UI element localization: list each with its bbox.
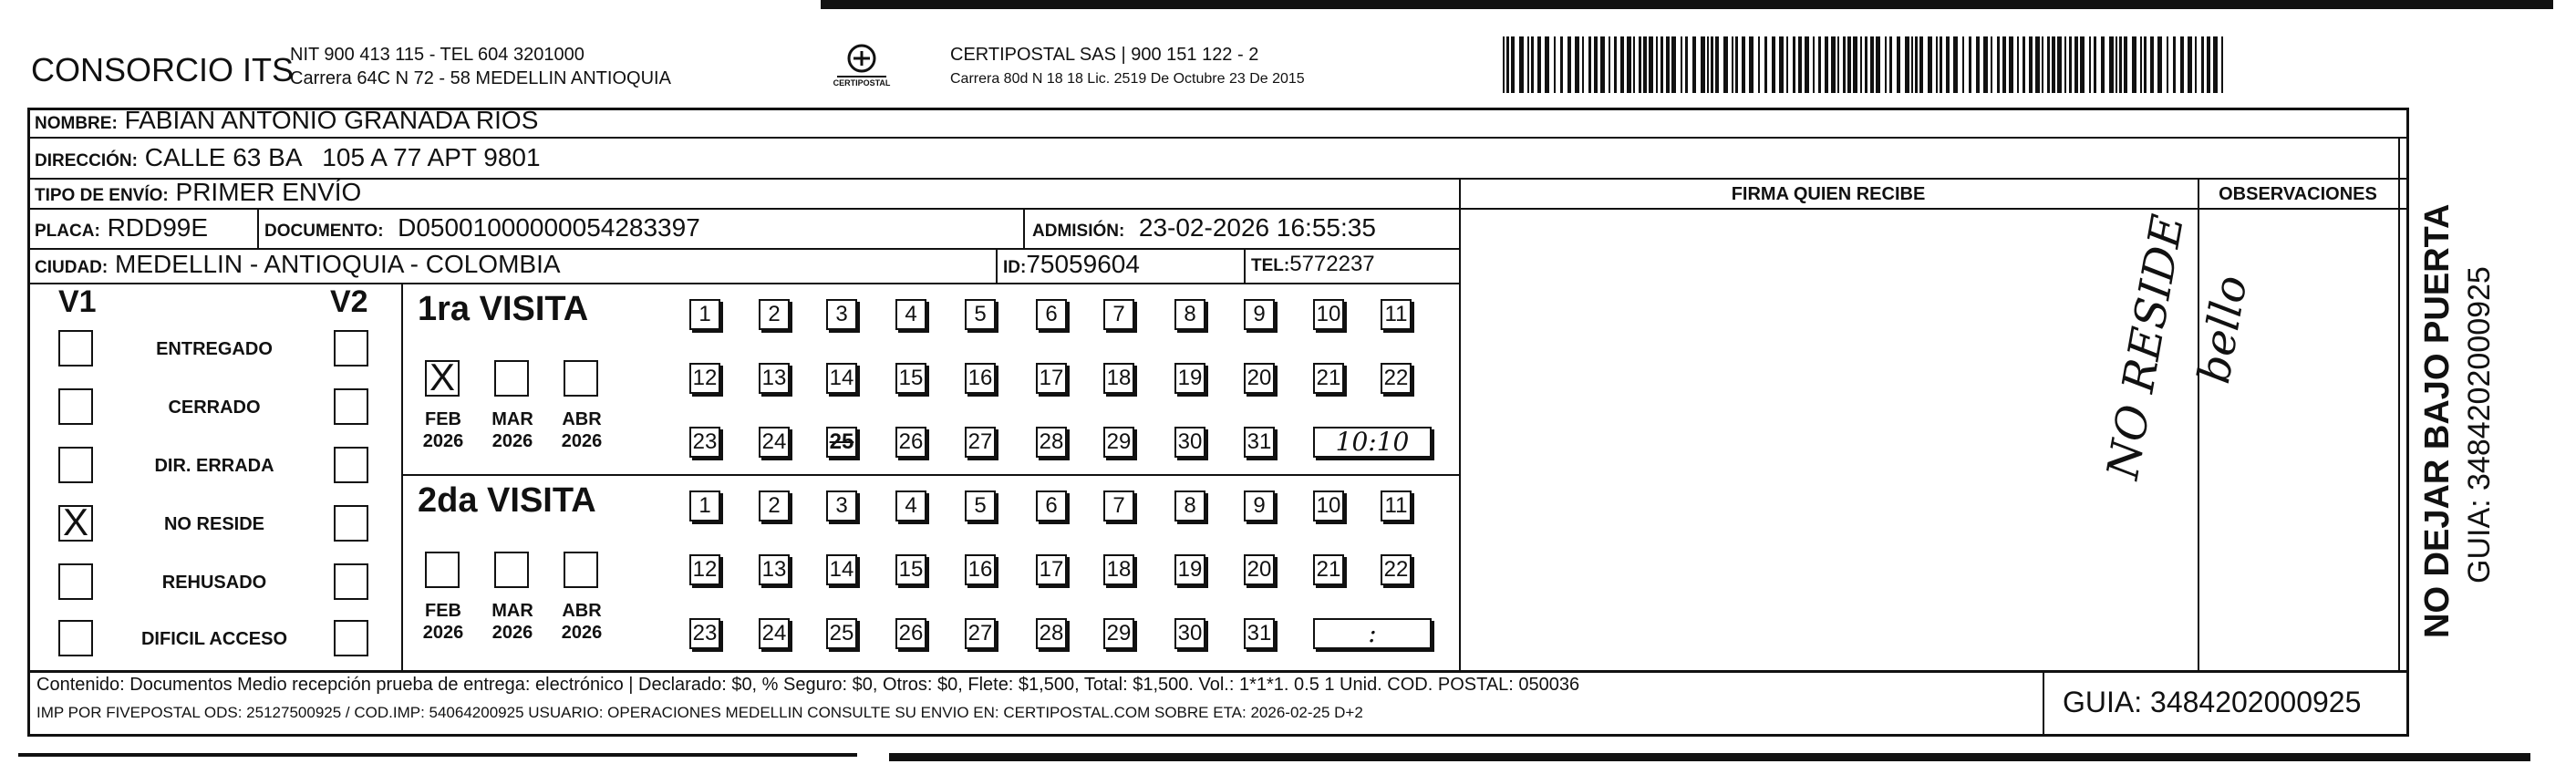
day-box[interactable]: 13: [759, 363, 790, 394]
admision-value: 23-02-2026 16:55:35: [1138, 213, 1376, 242]
day-box[interactable]: 3: [826, 490, 857, 521]
barcode-bar: [1813, 36, 1815, 93]
day-box[interactable]: 4: [895, 299, 926, 330]
admision-label: ADMISIÓN:: [1032, 222, 1125, 241]
day-box[interactable]: 25: [826, 618, 857, 649]
status-label: DIR. ERRADA: [154, 456, 274, 476]
barcode-bar: [1707, 36, 1709, 93]
month-year: 2026: [561, 431, 603, 451]
id-field: [1003, 250, 1140, 279]
status-v1-checkbox[interactable]: X: [58, 505, 93, 542]
barcode-bar: [2009, 36, 2013, 93]
status-label: ENTREGADO: [156, 339, 273, 359]
day-box[interactable]: 25: [826, 427, 857, 458]
barcode-bar: [1649, 36, 1653, 93]
day-box[interactable]: 2: [759, 299, 790, 330]
status-v1-checkbox[interactable]: [58, 563, 93, 600]
nombre-label: NOMBRE:: [35, 114, 118, 133]
day-box[interactable]: 13: [759, 554, 790, 585]
v1-header: V1: [58, 284, 97, 319]
nombre-value: FABIAN ANTONIO GRANADA RIOS: [124, 106, 539, 134]
day-box[interactable]: 5: [965, 490, 996, 521]
side-guia: GUIA: 3484202000925: [2462, 266, 2497, 583]
barcode-bar: [2140, 36, 2142, 93]
day-box[interactable]: 9: [1244, 299, 1275, 330]
barcode-bar: [1588, 36, 1591, 93]
day-box[interactable]: 9: [1244, 490, 1275, 521]
barcode-bar: [1919, 36, 1923, 93]
barcode-bar: [1503, 36, 1505, 93]
barcode-bar: [2035, 36, 2040, 93]
barcode-bar: [2101, 36, 2105, 93]
barcode-bar: [1991, 36, 1992, 93]
barcode-bar: [1685, 36, 1688, 93]
barcode-bar: [2017, 36, 2019, 93]
barcode-bar: [1905, 36, 1909, 93]
tel-value: 5772237: [1289, 252, 1375, 276]
day-box[interactable]: 28: [1036, 427, 1067, 458]
tel-field: [1251, 252, 1375, 277]
barcode-bar: [1847, 36, 1851, 93]
col-divider: [2398, 137, 2400, 673]
day-box[interactable]: 19: [1174, 554, 1205, 585]
month-label: [556, 408, 607, 452]
day-box[interactable]: 16: [965, 554, 996, 585]
no-dejar-bajo-puerta: NO DEJAR BAJO PUERTA: [2418, 203, 2457, 638]
day-box[interactable]: 29: [1103, 618, 1134, 649]
month-name: ABR: [562, 409, 602, 429]
day-box[interactable]: 4: [895, 490, 926, 521]
barcode-bar: [1614, 36, 1617, 93]
day-box[interactable]: 31: [1244, 618, 1275, 649]
barcode-bar: [1843, 36, 1846, 93]
day-box[interactable]: 12: [689, 363, 720, 394]
day-box[interactable]: 31: [1244, 427, 1275, 458]
day-box[interactable]: 8: [1174, 490, 1205, 521]
day-box[interactable]: 15: [895, 363, 926, 394]
observaciones-header: OBSERVACIONES: [2219, 184, 2377, 204]
barcode-bar: [2080, 36, 2085, 93]
barcode-bar: [2116, 36, 2117, 93]
day-box[interactable]: 11: [1381, 490, 1412, 521]
barcode-bar: [1915, 36, 1918, 93]
visit-time-box[interactable]: 10:10: [1313, 427, 1432, 458]
barcode-bar: [2150, 36, 2154, 93]
barcode-bar: [1735, 36, 1738, 93]
status-label: NO RESIDE: [163, 514, 265, 534]
col-divider: [1459, 178, 1461, 673]
documento-label: DOCUMENTO:: [264, 222, 384, 241]
barcode-bar: [1976, 36, 1980, 93]
barcode-bar: [1940, 36, 1942, 93]
barcode-bar: [1723, 36, 1728, 93]
barcode-bar: [2207, 36, 2210, 93]
barcode-bar: [1666, 36, 1670, 93]
month-checkbox[interactable]: [494, 360, 529, 397]
ciudad-field: [35, 250, 561, 279]
day-box[interactable]: 6: [1036, 299, 1067, 330]
barcode-bar: [1656, 36, 1658, 93]
barcode-bar: [1936, 36, 1938, 93]
barcode-bar: [1643, 36, 1647, 93]
barcode-bar: [1660, 36, 1663, 93]
status-v2-checkbox[interactable]: [334, 388, 368, 425]
placa-field: [35, 213, 208, 243]
day-box[interactable]: 1: [689, 299, 720, 330]
company-nit: NIT 900 413 115 - TEL 604 3201000: [290, 45, 585, 65]
barcode-bar: [1506, 36, 1509, 93]
day-box[interactable]: 19: [1174, 363, 1205, 394]
direccion-field: [35, 143, 541, 172]
barcode-bar: [1969, 36, 1971, 93]
scan-edge-bottom: [18, 753, 857, 757]
barcode-bar: [1911, 36, 1913, 93]
day-box[interactable]: 14: [826, 554, 857, 585]
tel-label: TEL:: [1251, 256, 1290, 275]
month-name: FEB: [425, 409, 461, 429]
day-box[interactable]: 27: [965, 618, 996, 649]
barcode-bar: [1545, 36, 1549, 93]
day-box[interactable]: 11: [1381, 299, 1412, 330]
month-checkbox[interactable]: [564, 360, 598, 397]
firma-header: FIRMA QUIEN RECIBE: [1731, 184, 1926, 204]
visit-title: 2da VISITA: [418, 481, 596, 520]
day-box[interactable]: 12: [689, 554, 720, 585]
barcode-bar: [1519, 36, 1524, 93]
status-v2-checkbox[interactable]: [334, 563, 368, 600]
carrier-address: Carrera 80d N 18 18 Lic. 2519 De Octubre 23 De 2015: [950, 71, 1305, 87]
month-year: 2026: [491, 623, 533, 643]
barcode-bar: [1749, 36, 1754, 93]
id-value: 75059604: [1026, 250, 1140, 278]
status-label: DIFICIL ACCESO: [140, 629, 287, 649]
footer-imp: IMP POR FIVEPOSTAL ODS: 25127500925 / COD.IMP: 54064200925 USUARIO: OPERACIONES MEDELLIN CONSULTE SU ENVIO EN: CERTIPOSTAL.COM SOBRE ETA: 2026-02-25 D+2: [36, 704, 1363, 721]
barcode-bar: [2173, 36, 2176, 93]
scan-edge-bottom: [889, 753, 2530, 761]
barcode-bar: [1885, 36, 1887, 93]
ciudad-label: CIUDAD:: [35, 258, 109, 277]
footer-contenido: Contenido: Documentos Medio recepción prueba de entrega: electrónico | Declarado: $0, % Seguro: $0, Otros: $0, Flete: $1,500, Total: $1,500. Vol.: 1*1*1. 0.5 1 Unid. COD. POSTAL: 050036: [36, 675, 1580, 695]
status-v2-checkbox[interactable]: [334, 505, 368, 542]
day-box[interactable]: 1: [689, 490, 720, 521]
barcode-bar: [1554, 36, 1556, 93]
day-box[interactable]: 18: [1103, 554, 1134, 585]
barcode-bar: [1786, 36, 1788, 93]
month-checkbox[interactable]: X: [425, 360, 460, 397]
barcode-bar: [1575, 36, 1579, 93]
tipo-label: TIPO DE ENVÍO:: [35, 186, 169, 205]
day-box[interactable]: 22: [1381, 363, 1412, 394]
barcode-bar: [1742, 36, 1745, 93]
visit-divider: [401, 474, 1459, 476]
day-box[interactable]: 3: [826, 299, 857, 330]
month-year: 2026: [491, 431, 533, 451]
month-label: [418, 408, 469, 452]
barcode-bar: [2029, 36, 2033, 93]
barcode-bar: [1620, 36, 1624, 93]
barcode-bar: [2074, 36, 2078, 93]
barcode-bar: [1889, 36, 1892, 93]
barcode-bar: [1764, 36, 1767, 93]
day-box[interactable]: 17: [1036, 554, 1067, 585]
barcode-bar: [2157, 36, 2162, 93]
col-divider: [257, 208, 259, 248]
barcode-bar: [1609, 36, 1610, 93]
barcode-bar: [2064, 36, 2066, 93]
barcode-bar: [1582, 36, 1584, 93]
barcode-bar: [1798, 36, 1802, 93]
carrier-info: CERTIPOSTAL SAS | 900 151 122 - 2: [950, 45, 1259, 65]
column-header-divider: [1459, 208, 2398, 210]
status-v2-checkbox[interactable]: [334, 447, 368, 483]
observacion-handwriting-2: bello: [2188, 272, 2258, 387]
barcode-bar: [1600, 36, 1605, 93]
barcode-bar: [1953, 36, 1958, 93]
month-label: [556, 600, 607, 644]
row-divider: [27, 178, 2409, 180]
barcode-bar: [2124, 36, 2127, 93]
barcode-bar: [2109, 36, 2114, 93]
barcode-bar: [1692, 36, 1696, 93]
barcode-bar: [1711, 36, 1713, 93]
month-label: [418, 600, 469, 644]
barcode-bar: [2057, 36, 2062, 93]
barcode-bar: [2188, 36, 2192, 93]
day-box[interactable]: 28: [1036, 618, 1067, 649]
tipo-value: PRIMER ENVÍO: [175, 178, 362, 206]
day-box[interactable]: 20: [1244, 554, 1275, 585]
status-v1-checkbox[interactable]: [58, 620, 93, 656]
footer-divider: [2043, 673, 2044, 737]
barcode-bar: [2167, 36, 2168, 93]
barcode-bar: [2002, 36, 2006, 93]
day-box[interactable]: 10: [1313, 299, 1344, 330]
day-box[interactable]: 30: [1174, 427, 1205, 458]
day-box[interactable]: 6: [1036, 490, 1067, 521]
barcode-bar: [1537, 36, 1541, 93]
day-box[interactable]: 21: [1313, 363, 1344, 394]
barcode-bar: [1805, 36, 1809, 93]
barcode-bar: [1701, 36, 1705, 93]
barcode-bar: [1633, 36, 1635, 93]
barcode-bar: [1870, 36, 1874, 93]
day-box[interactable]: 5: [965, 299, 996, 330]
placa-label: PLACA:: [35, 222, 100, 241]
day-box[interactable]: 21: [1313, 554, 1344, 585]
barcode-bar: [1527, 36, 1529, 93]
visit-title: 1ra VISITA: [418, 290, 589, 328]
barcode-bar: [1560, 36, 1563, 93]
barcode-bar: [1671, 36, 1676, 93]
barcode-bar: [1627, 36, 1631, 93]
barcode-bar: [2023, 36, 2025, 93]
barcode-bar: [1732, 36, 1733, 93]
barcode-bar: [1997, 36, 2000, 93]
documento-value: D05001000000054283397: [398, 213, 700, 242]
day-box[interactable]: 17: [1036, 363, 1067, 394]
barcode-bar: [1639, 36, 1641, 93]
month-label: [487, 408, 538, 452]
status-label: CERRADO: [168, 397, 261, 418]
month-name: MAR: [491, 601, 533, 621]
day-box[interactable]: 14: [826, 363, 857, 394]
certipostal-logo: [830, 42, 894, 97]
barcode-bar: [1860, 36, 1862, 93]
barcode-bar: [1865, 36, 1867, 93]
barcode-bar: [1962, 36, 1964, 93]
month-checkbox[interactable]: [564, 552, 598, 588]
month-label: [487, 600, 538, 644]
month-year: 2026: [561, 623, 603, 643]
day-box[interactable]: 15: [895, 554, 926, 585]
documento-field: [264, 213, 700, 243]
barcode-bar: [1897, 36, 1900, 93]
v2-header: V2: [330, 284, 368, 319]
logo-emblem-icon: [830, 42, 894, 97]
footer-guia: GUIA: 3484202000925: [2063, 686, 2362, 718]
month-checkbox[interactable]: [425, 552, 460, 588]
col-divider: [1023, 208, 1025, 248]
barcode-bar: [2144, 36, 2147, 93]
month-name: ABR: [562, 601, 602, 621]
day-box[interactable]: 20: [1244, 363, 1275, 394]
day-box[interactable]: 24: [759, 427, 790, 458]
barcode-bar: [2201, 36, 2204, 93]
day-box[interactable]: 10: [1313, 490, 1344, 521]
day-box[interactable]: 22: [1381, 554, 1412, 585]
day-box[interactable]: 24: [759, 618, 790, 649]
barcode-bar: [1831, 36, 1836, 93]
day-box[interactable]: 23: [689, 427, 720, 458]
day-box[interactable]: 7: [1103, 490, 1134, 521]
day-box[interactable]: 16: [965, 363, 996, 394]
barcode-bar: [1779, 36, 1784, 93]
barcode-bar: [1825, 36, 1828, 93]
barcode-bar: [1531, 36, 1534, 93]
day-box[interactable]: 30: [1174, 618, 1205, 649]
observacion-handwriting-1: NO RESIDE: [2097, 211, 2195, 483]
row-divider: [27, 283, 1459, 284]
status-v2-checkbox[interactable]: [334, 330, 368, 367]
barcode-bar: [1983, 36, 1988, 93]
day-box[interactable]: 26: [895, 618, 926, 649]
barcode-bar: [1594, 36, 1598, 93]
logo-text: CERTIPOSTAL: [833, 78, 891, 88]
col-divider: [2198, 178, 2199, 673]
barcode-bar: [2089, 36, 2091, 93]
status-v1-checkbox[interactable]: [58, 447, 93, 483]
barcode-bar: [2042, 36, 2043, 93]
month-year: 2026: [422, 431, 464, 451]
placa-value: RDD99E: [107, 213, 209, 242]
month-year: 2026: [422, 623, 464, 643]
visit-time-box[interactable]: :: [1313, 618, 1432, 649]
status-v1-checkbox[interactable]: [58, 330, 93, 367]
day-box[interactable]: 2: [759, 490, 790, 521]
col-divider: [996, 248, 998, 283]
barcode-bar: [2069, 36, 2072, 93]
barcode-bar: [1567, 36, 1571, 93]
barcode-bar: [1511, 36, 1515, 93]
ciudad-value: MEDELLIN - ANTIOQUIA - COLOMBIA: [115, 250, 561, 278]
barcode-bar: [2052, 36, 2055, 93]
scan-edge-top: [821, 0, 2553, 9]
barcode-bar: [1818, 36, 1821, 93]
barcode-bar: [1928, 36, 1932, 93]
day-box[interactable]: 8: [1174, 299, 1205, 330]
month-checkbox[interactable]: [494, 552, 529, 588]
barcode-bar: [1772, 36, 1775, 93]
barcode-bar: [2213, 36, 2218, 93]
direccion-label: DIRECCIÓN:: [35, 151, 138, 170]
status-v2-checkbox[interactable]: [334, 620, 368, 656]
day-box[interactable]: 27: [965, 427, 996, 458]
id-label: ID:: [1003, 258, 1027, 277]
month-name: FEB: [425, 601, 461, 621]
barcode-bar: [2047, 36, 2050, 93]
barcode-bar: [1793, 36, 1795, 93]
day-box[interactable]: 23: [689, 618, 720, 649]
barcode: [1503, 36, 2232, 93]
barcode-bar: [1946, 36, 1950, 93]
barcode-bar: [2119, 36, 2122, 93]
day-box[interactable]: 29: [1103, 427, 1134, 458]
admision-field: [1032, 213, 1376, 243]
row-divider: [27, 137, 2409, 139]
barcode-bar: [2094, 36, 2096, 93]
barcode-bar: [1876, 36, 1880, 93]
barcode-bar: [2180, 36, 2184, 93]
barcode-bar: [1853, 36, 1857, 93]
day-box[interactable]: 7: [1103, 299, 1134, 330]
col-divider: [401, 283, 403, 673]
tipo-field: [35, 178, 361, 207]
barcode-bar: [1837, 36, 1839, 93]
day-box[interactable]: 26: [895, 427, 926, 458]
barcode-bar: [1681, 36, 1682, 93]
day-box[interactable]: 18: [1103, 363, 1134, 394]
barcode-bar: [1715, 36, 1719, 93]
company-address: Carrera 64C N 72 - 58 MEDELLIN ANTIOQUIA: [290, 68, 671, 88]
direccion-value: CALLE 63 BA 105 A 77 APT 9801: [144, 143, 541, 171]
col-divider: [1244, 248, 1246, 283]
barcode-bar: [1758, 36, 1760, 93]
nombre-field: [35, 106, 538, 135]
status-v1-checkbox[interactable]: [58, 388, 93, 425]
barcode-bar: [2221, 36, 2223, 93]
barcode-bar: [2132, 36, 2136, 93]
month-name: MAR: [491, 409, 533, 429]
company-name: CONSORCIO ITS: [31, 51, 295, 88]
barcode-bar: [2195, 36, 2197, 93]
status-label: REHUSADO: [161, 573, 267, 593]
